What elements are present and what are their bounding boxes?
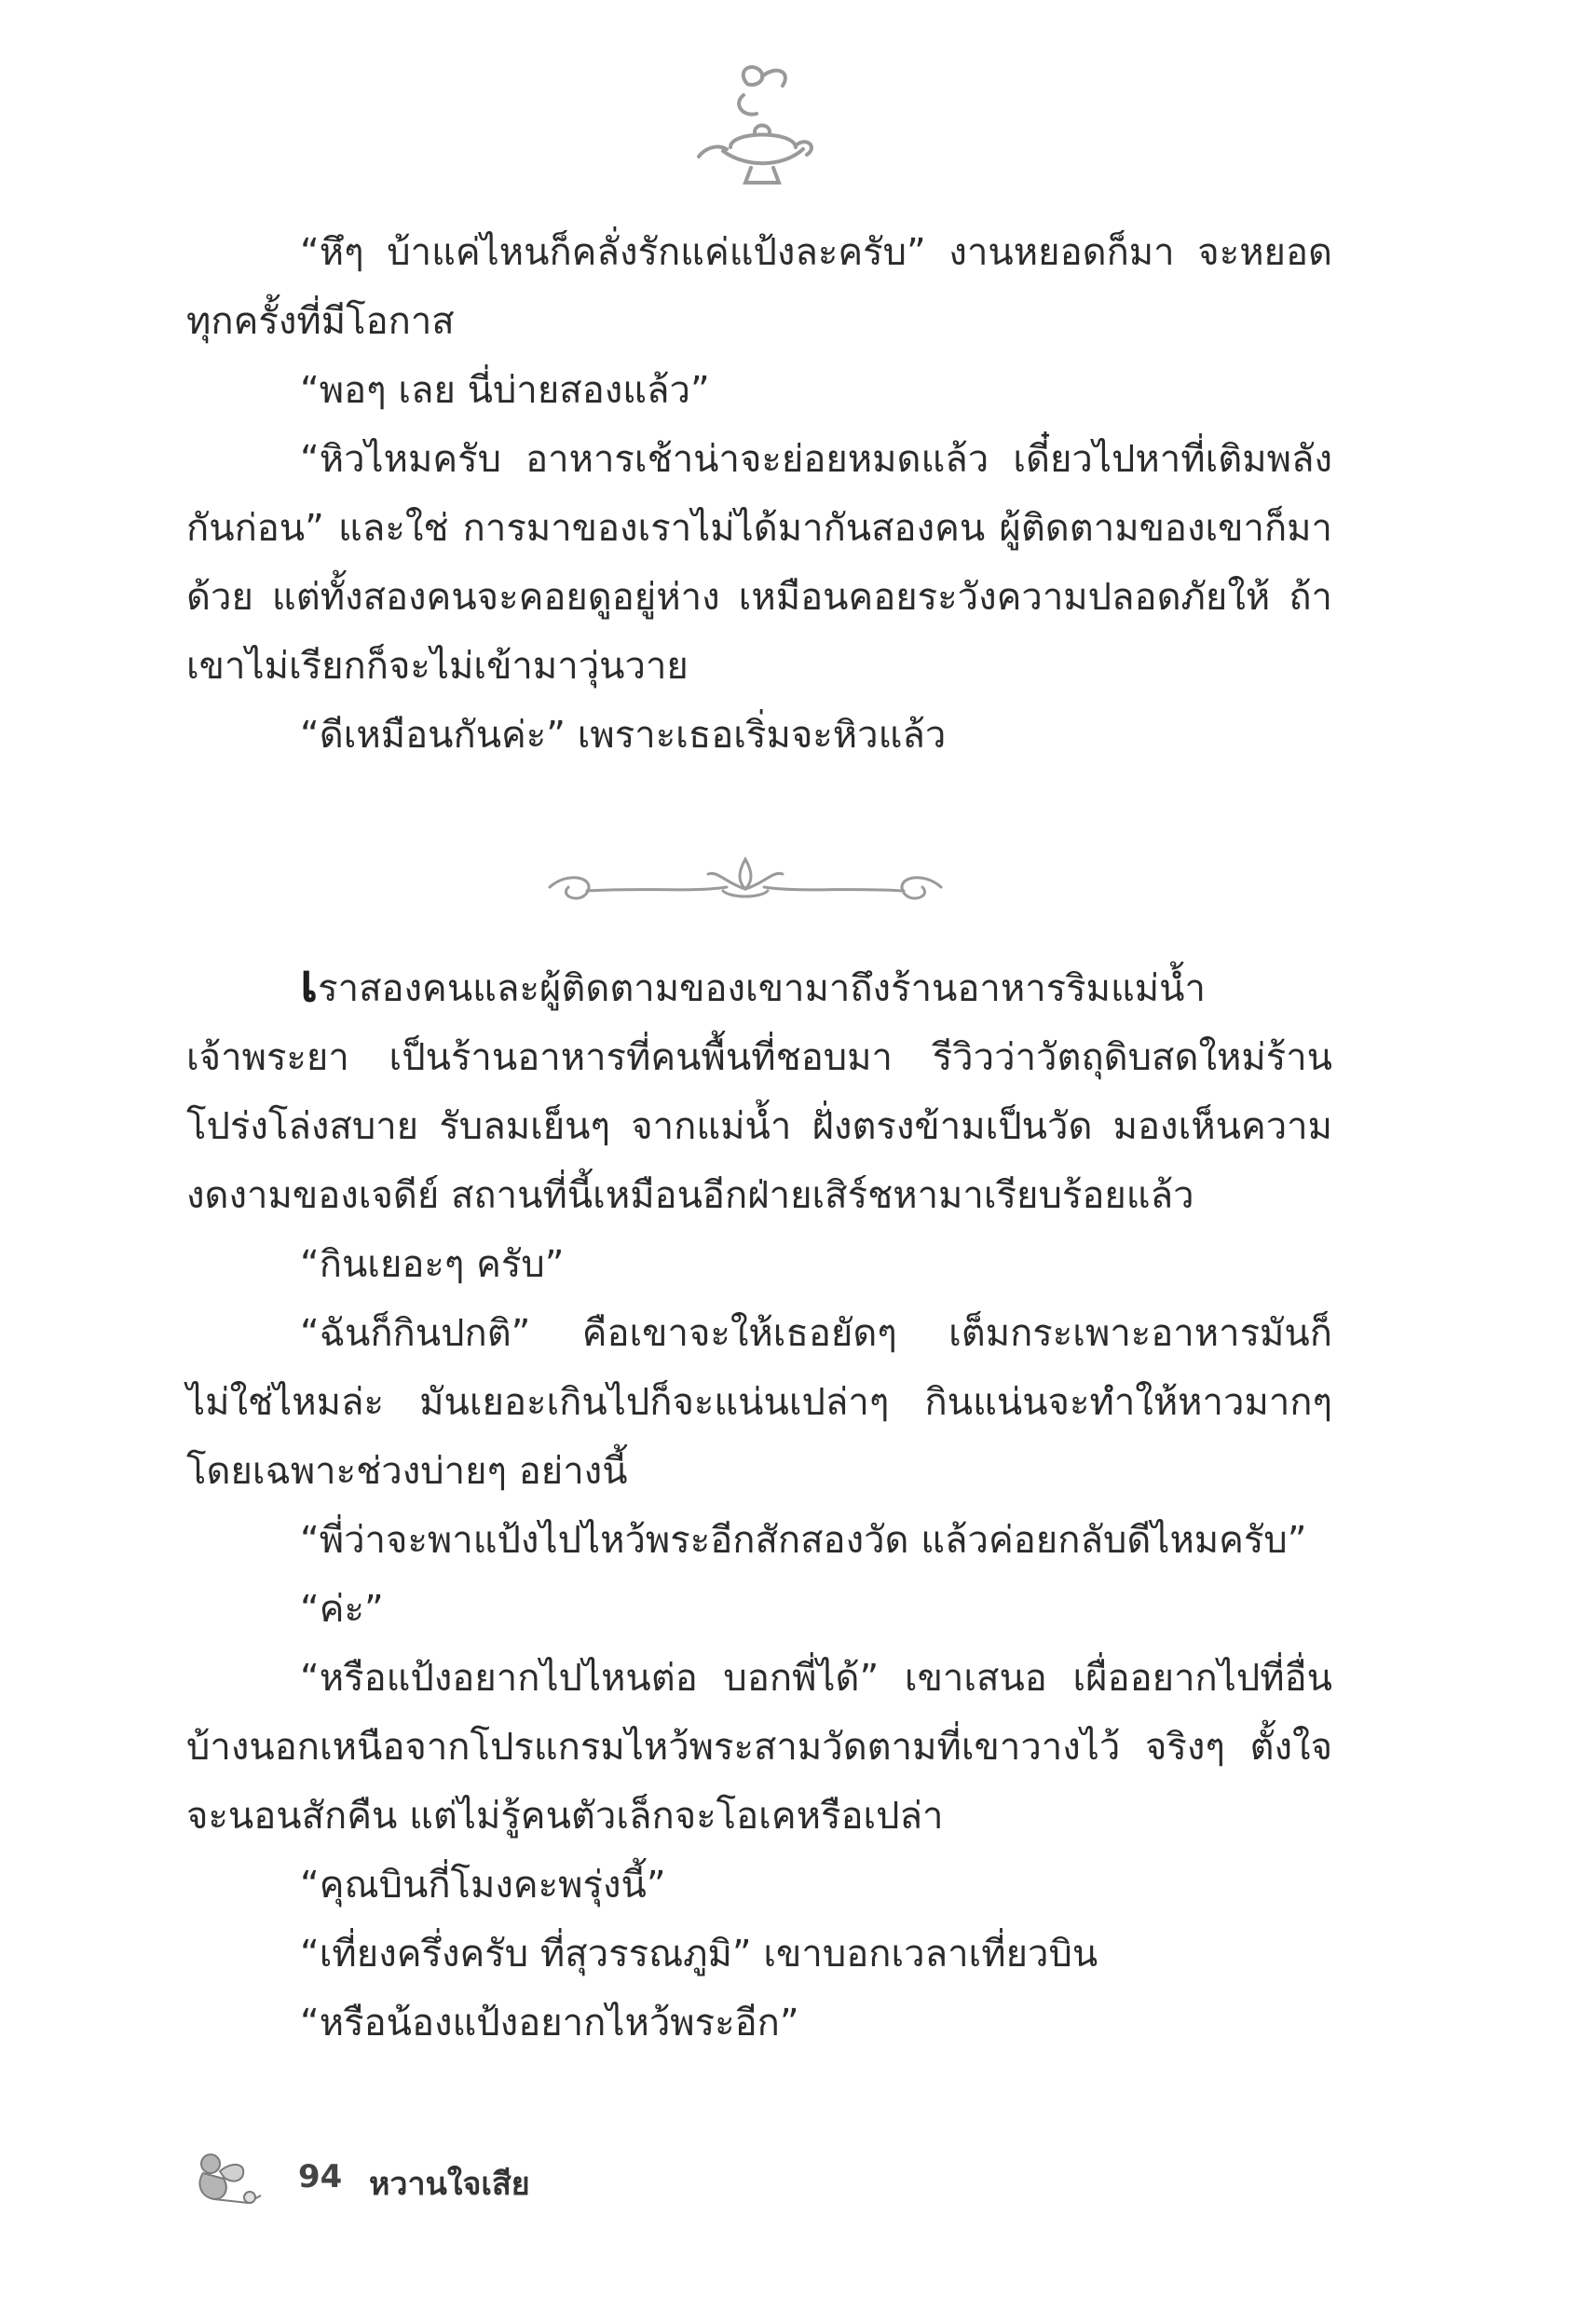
paragraph: “พี่ว่าจะพาแป้งไปไหว้พระอีกสักสองวัด แล้วค่อยกลับดีไหมครับ” [300, 1519, 1307, 1562]
page-footer [183, 2143, 835, 2218]
paragraph: “หรือแป้งอยากไปไหนต่อ บอกพี่ได้” เขาเสนอ เผื่ออยากไปที่อื่นบ้างนอกเหนือจากโปรแกรมไหว้พระสามวัดตามที่เขาวางไว้ จริงๆ ตั้งใจจะนอนสักคืน แต่ไม่รู้คนตัวเล็กจะโอเคหรือเปล่า [186, 1657, 1332, 1838]
paragraph: “คุณบินกี่โมงคะพรุ่งนี้” [300, 1864, 666, 1907]
paragraph: “ค่ะ” [300, 1588, 384, 1631]
drop-cap: เ [300, 953, 319, 1014]
flourish-divider-icon [531, 850, 960, 915]
genie-lamp-icon [689, 58, 829, 198]
text-block-2 [186, 954, 1332, 2058]
paragraph: “หรือน้องแป้งอยากไหว้พระอีก” [300, 2002, 799, 2044]
book-title: หวานใจเสีย [369, 2166, 530, 2203]
text-block-1 [186, 218, 1332, 770]
paragraph-opening [186, 954, 1332, 1230]
paragraph: “หึๆ บ้าแค่ไหนก็คลั่งรักแค่แป้งละครับ” งานหยอดก็มา จะหยอดทุกครั้งที่มีโอกาส [186, 231, 1332, 343]
paragraph: “กินเยอะๆ ครับ” [300, 1243, 565, 1286]
paragraph: “ดีเหมือนกันค่ะ” เพราะเธอเริ่มจะหิวแล้ว [300, 714, 947, 757]
paragraph: “ฉันก็กินปกติ” คือเขาจะให้เธอยัดๆ เต็มกระเพาะอาหารมันก็ไม่ใช่ไหมล่ะ มันเยอะเกินไปก็จะแน่นเปล่าๆ กินแน่นจะทำให้หาวมากๆ โดยเฉพาะช่วงบ่ายๆ อย่างนี้ [186, 1312, 1332, 1493]
paragraph-opening-text: ราสองคนและผู้ติดตามของเขามาถึงร้านอาหารริมแม่น้ำเจ้าพระยา เป็นร้านอาหารที่คนพื้นที่ชอบมา รีวิวว่าวัตถุดิบสดใหม่ร้านโปร่งโล่งสบาย รับลมเย็นๆ จากแม่น้ำ ฝั่งตรงข้ามเป็นวัด มองเห็นความงดงามของเจดีย์ สถานที่นี้เหมือนอีกฝ่ายเสิร์ชหามาเรียบร้อยแล้ว [186, 967, 1332, 1217]
cherub-icon [183, 2143, 266, 2208]
paragraph: “หิวไหมครับ อาหารเช้าน่าจะย่อยหมดแล้ว เดี๋ยวไปหาที่เติมพลังกันก่อน” และใช่ การมาของเราไม่ได้มากันสองคน ผู้ติดตามของเขาก็มาด้วย แต่ทั้งสองคนจะคอยดูอยู่ห่าง เหมือนคอยระวังความปลอดภัยให้ ถ้าเขาไม่เรียกก็จะไม่เข้ามาวุ่นวาย [186, 438, 1332, 688]
page-number: 94 [298, 2158, 343, 2195]
paragraph: “พอๆ เลย นี่บ่ายสองแล้ว” [300, 369, 710, 412]
paragraph: “เที่ยงครึ่งครับ ที่สุวรรณภูมิ” เขาบอกเวลาเที่ยวบิน [300, 1933, 1098, 1976]
